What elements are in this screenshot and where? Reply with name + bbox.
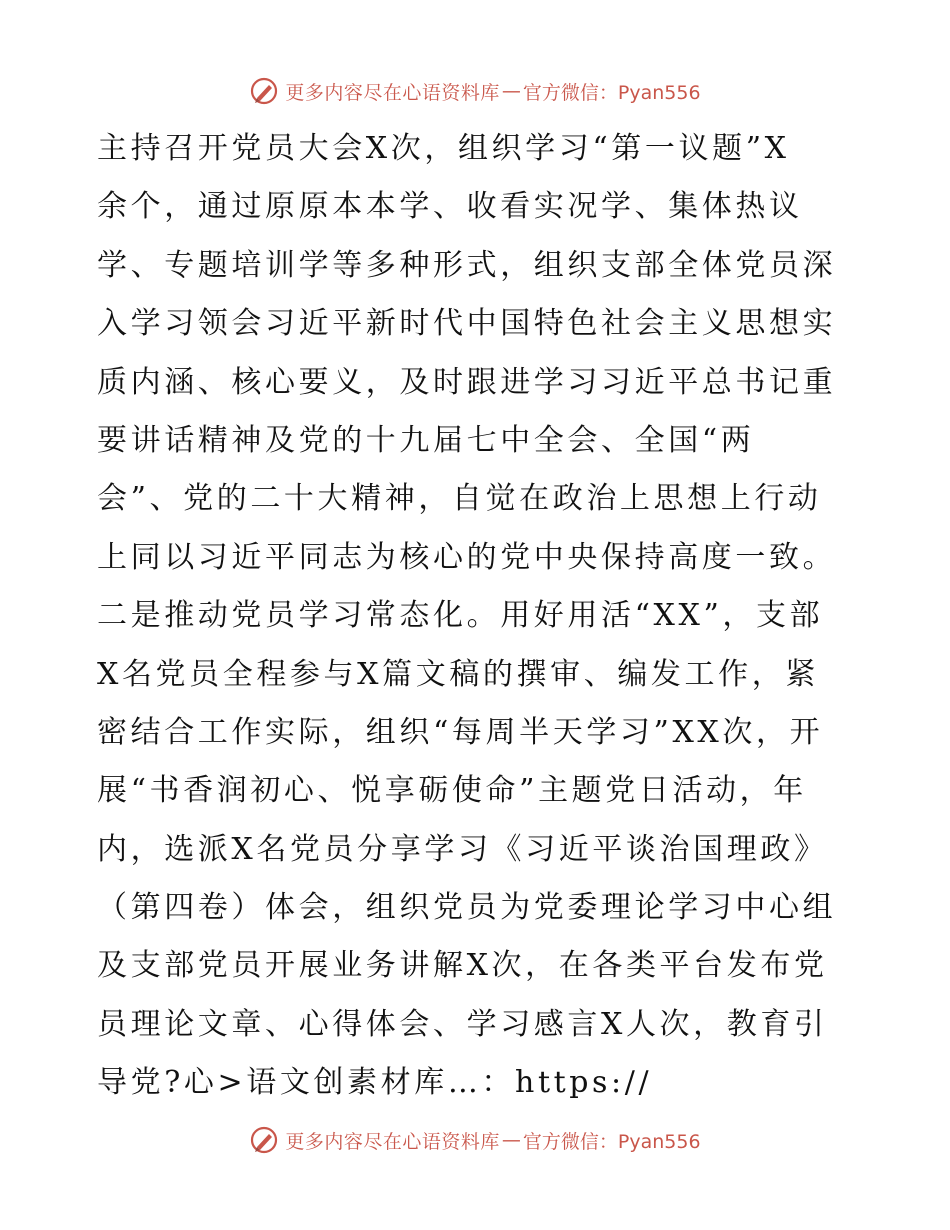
text-line: 主持召开党员大会X次，组织学习“第一议题”X (97, 131, 790, 166)
watermark-wechat: 官方微信：Pyan556 (522, 1130, 701, 1153)
text-line: 密结合工作实际，组织“每周半天学习”XX次，开 (97, 714, 824, 750)
text-line: 余个，通过原原本本学、收看实况学、集体热议 (97, 189, 803, 225)
watermark-separator: — (501, 1129, 521, 1151)
text-line: 学、专题培训学等多种形式，组织支部全体党员深 (97, 247, 837, 283)
text-line: 会”、党的二十大精神，自觉在政治上思想上行动 (97, 481, 822, 517)
text-line: 上同以习近平同志为核心的党中央保持高度一致。 (97, 539, 837, 575)
pen-logo-icon (249, 76, 279, 106)
text-line: 二是推动党员学习常态化。用好用活“XX”，支部 (97, 598, 824, 634)
footer-watermark (0, 1122, 950, 1158)
body-paragraph (97, 120, 857, 1113)
text-line: 内，选派X名党员分享学习《习近平谈治国理政》 (97, 831, 828, 867)
text-line: 员理论文章、心得体会、学习感言X人次，教育引 (97, 1006, 828, 1042)
watermark-wechat: 官方微信：Pyan556 (522, 81, 701, 104)
text-line: 要讲话精神及党的十九届七中全会、全国“两 (97, 422, 755, 458)
watermark-text: 更多内容尽在心语资料库 (285, 1130, 500, 1153)
text-line: （第四卷）体会，组织党员为党委理论学习中心组 (97, 890, 837, 926)
text-line: X名党员全程参与X篇文稿的撰审、编发工作，紧 (97, 656, 819, 692)
text-line: 质内涵、核心要义，及时跟进学习习近平总书记重 (97, 364, 837, 400)
text-line: 导党?心>语文创素材库…：https:// (97, 1065, 653, 1101)
pen-logo-icon (249, 1125, 279, 1155)
text-line: 入学习领会习近平新时代中国特色社会主义思想实 (97, 306, 837, 342)
watermark-separator: — (501, 80, 521, 102)
text-line: 及支部党员开展业务讲解X次，在各类平台发布党 (97, 948, 828, 984)
text-line: 展“书香润初心、悦享砺使命”主题党日活动，年 (97, 773, 807, 809)
header-watermark (0, 73, 950, 109)
watermark-text: 更多内容尽在心语资料库 (285, 81, 500, 104)
